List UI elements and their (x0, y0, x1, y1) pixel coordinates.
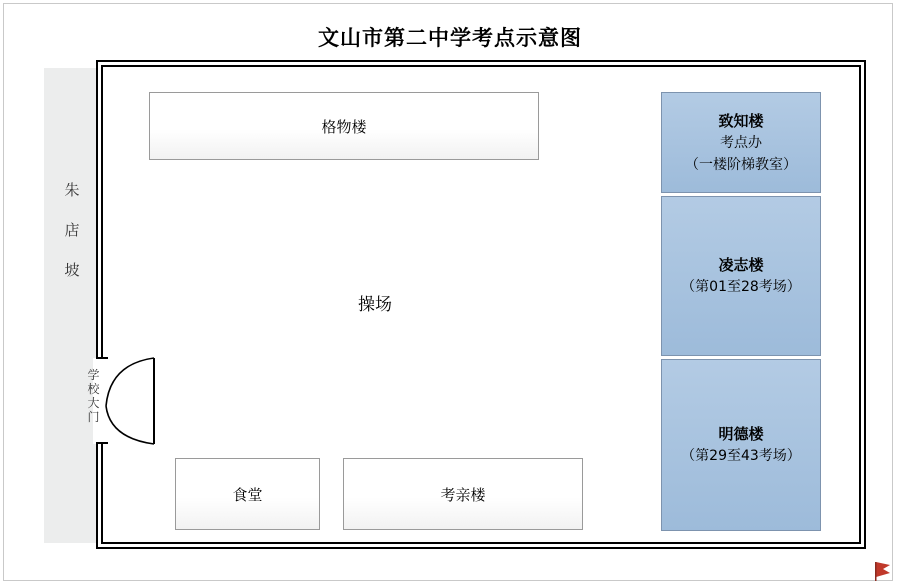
building-kaoqinlou-label: 考亲楼 (440, 485, 486, 504)
building-lingzhilou (661, 196, 821, 356)
playground-label: 操场 (358, 295, 392, 315)
building-canteen (175, 458, 320, 530)
page-title: 文山市第二中学考点示意图 (318, 26, 582, 50)
street-label (44, 170, 100, 290)
building-zhizhilou-label: 致知楼 (718, 111, 764, 130)
building-zhizhilou-sub2: （一楼阶梯教室） (685, 156, 797, 173)
street-char-3: 坡 (64, 261, 80, 279)
building-canteen-label: 食堂 (232, 485, 263, 504)
building-kaoqinlou (343, 458, 583, 530)
building-zhizhilou (661, 92, 821, 193)
building-gewulou (149, 92, 539, 160)
building-mingdelou-label: 明德楼 (718, 425, 764, 443)
building-lingzhilou-sub1: （第01至28考场） (681, 279, 801, 295)
gate-label: 学校大门 (87, 368, 101, 424)
street-char-1: 朱 (64, 181, 80, 199)
building-mingdelou (661, 359, 821, 531)
building-zhizhilou-sub1: 考点办 (720, 134, 762, 151)
street-char-2: 店 (64, 221, 80, 239)
street-strip (44, 68, 100, 543)
building-lingzhilou-label: 凌志楼 (718, 256, 764, 274)
building-gewulou-label: 格物楼 (321, 117, 367, 136)
gate-swing-arc (104, 356, 164, 446)
flag-icon (874, 560, 892, 582)
building-mingdelou-sub1: （第29至43考场） (681, 448, 801, 464)
